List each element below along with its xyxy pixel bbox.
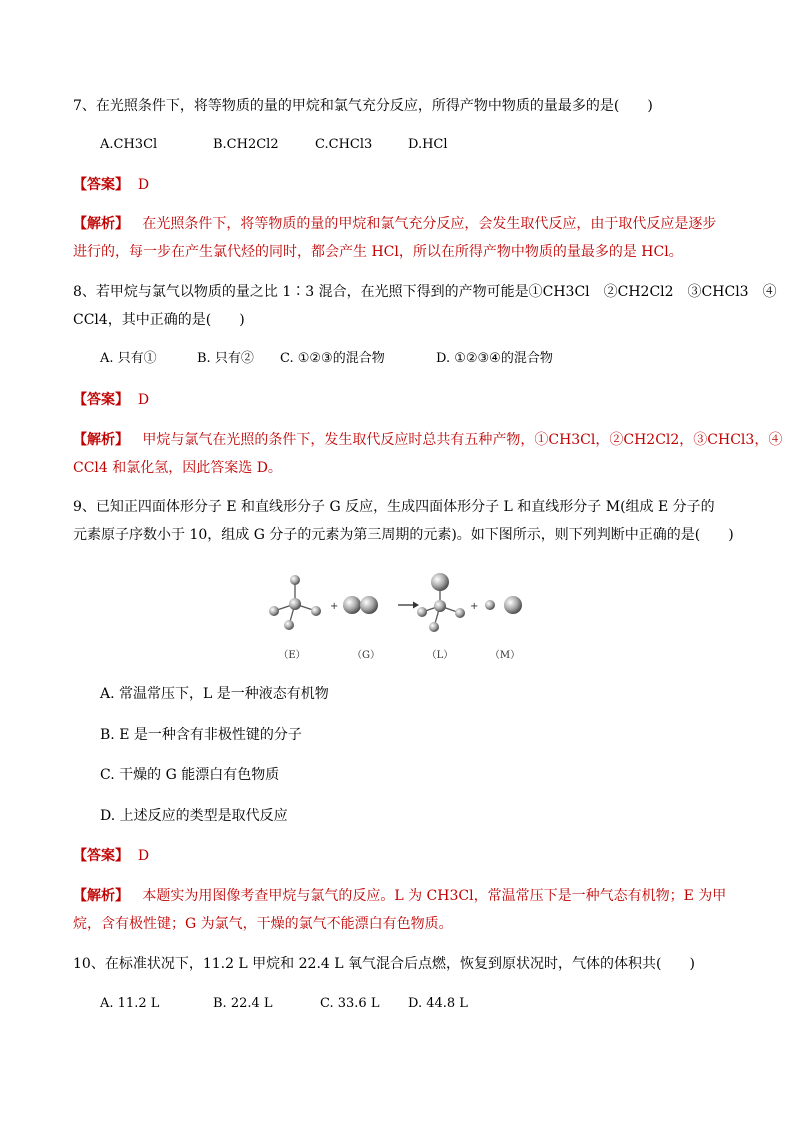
q8-stem-line-2: CCl4，其中正确的是( ) xyxy=(73,312,245,328)
q10-option-d: D. 44.8 L xyxy=(408,996,468,1011)
q7-option-b: B.CH2Cl2 xyxy=(213,137,279,152)
analysis-text: 本题实为用图像考查甲烷与氯气的反应。L 为 CH3Cl，常温常压下是一种气态有机物；E 为甲 xyxy=(142,888,727,904)
q8-analysis-line-1 xyxy=(73,430,783,450)
q7-option-a: A.CH3Cl xyxy=(100,137,158,152)
q9-option-c: C. 干燥的 G 能漂白有色物质 xyxy=(100,767,280,783)
molecule-g xyxy=(343,596,378,614)
answer-value: D xyxy=(137,177,150,193)
answer-label: 【答案】 xyxy=(73,177,129,193)
q9-analysis-line-1 xyxy=(73,886,727,906)
q9-option-b: B. E 是一种含有非极性键的分子 xyxy=(100,727,302,743)
analysis-label: 【解析】 xyxy=(73,432,129,448)
q7-option-d: D.HCl xyxy=(408,137,448,152)
reaction-arrow xyxy=(398,602,419,609)
q7-option-c: C.CHCl3 xyxy=(315,137,373,152)
q8-analysis-line-2: CCl4 和氯化氢，因此答案选 D。 xyxy=(73,460,282,476)
label-m: （M） xyxy=(489,650,521,661)
q8-stem-line-1: 8、若甲烷与氯气以物质的量之比 1∶3 混合，在光照下得到的产物可能是①CH3Cl ②CH2Cl2 ③CHCl3 ④ xyxy=(73,284,777,300)
answer-label: 【答案】 xyxy=(73,392,129,408)
q10-option-a: A. 11.2 L xyxy=(100,996,160,1011)
q10-option-b: B. 22.4 L xyxy=(213,996,273,1011)
q8-option-c: C. ①②③的混合物 xyxy=(280,351,385,366)
answer-value: D xyxy=(137,848,150,864)
molecule-l xyxy=(417,573,465,632)
q10-option-c: C. 33.6 L xyxy=(320,996,380,1011)
q7-analysis-line-2: 进行的，每一步在产生氯代烃的同时，都会产生 HCl，所以在所得产物中物质的量最多的是 HCl。 xyxy=(73,244,683,260)
reaction-diagram xyxy=(262,566,532,666)
reaction-figure xyxy=(262,566,532,666)
q8-option-b: B. 只有② xyxy=(197,351,254,366)
analysis-text: 在光照条件下，将等物质的量的甲烷和氯气充分反应，会发生取代反应，由于取代反应是逐步 xyxy=(142,216,717,232)
q8-option-d: D. ①②③④的混合物 xyxy=(436,351,553,366)
q7-answer xyxy=(73,175,722,195)
label-e: （E） xyxy=(278,650,306,661)
label-l: （L） xyxy=(426,650,454,661)
plus-sign: + xyxy=(470,601,479,612)
q7-stem: 7、在光照条件下，将等物质的量的甲烷和氯气充分反应，所得产物中物质的量最多的是( ) xyxy=(73,98,653,114)
molecule-m xyxy=(485,596,522,614)
q8-option-a: A. 只有① xyxy=(100,351,157,366)
q9-answer xyxy=(73,846,722,866)
analysis-text: 甲烷与氯气在光照的条件下，发生取代反应时总共有五种产物，①CH3Cl，②CH2Cl2，③CHCl3，④ xyxy=(142,432,783,448)
analysis-label: 【解析】 xyxy=(73,216,129,232)
molecule-e xyxy=(269,575,321,630)
q10-stem: 10、在标准状况下，11.2 L 甲烷和 22.4 L 氧气混合后点燃，恢复到原状况时，气体的体积共( ) xyxy=(73,956,695,972)
q9-option-a: A. 常温常压下，L 是一种液态有机物 xyxy=(100,686,329,702)
q7-analysis-line-1 xyxy=(73,214,722,234)
analysis-label: 【解析】 xyxy=(73,888,129,904)
label-g: （G） xyxy=(352,650,380,661)
answer-value: D xyxy=(137,392,150,408)
q9-option-d: D. 上述反应的类型是取代反应 xyxy=(100,808,288,824)
q9-analysis-line-2: 烷，含有极性键；G 为氯气，干燥的氯气不能漂白有色物质。 xyxy=(73,916,453,932)
q8-answer xyxy=(73,390,722,410)
q9-stem-line-1: 9、已知正四面体形分子 E 和直线形分子 G 反应，生成四面体形分子 L 和直线形分子 M(组成 E 分子的 xyxy=(73,499,715,515)
q9-stem-line-2: 元素原子序数小于 10，组成 G 分子的元素为第三周期的元素)。如下图所示，则下列判断中正确的是( ) xyxy=(73,527,734,543)
plus-sign: + xyxy=(330,601,339,612)
answer-label: 【答案】 xyxy=(73,848,129,864)
